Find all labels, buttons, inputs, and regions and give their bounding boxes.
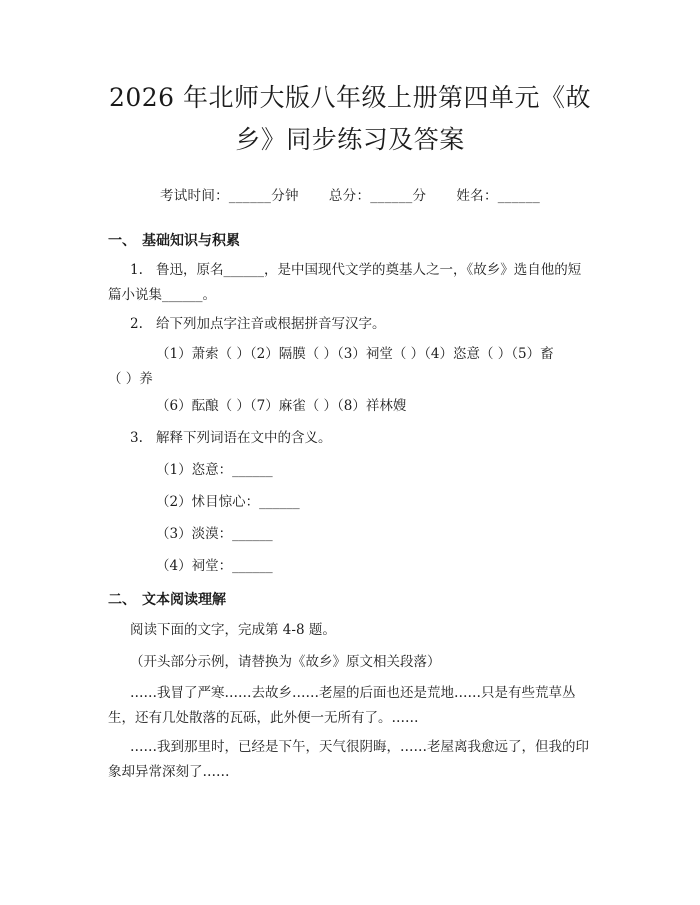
question-1-line-1: 鲁迅，原名______，是中国现代文学的奠基人之一，《故乡》选自他的短 [156, 262, 582, 278]
question-2-text: 给下列加点字注音或根据拼音写汉字。 [156, 316, 386, 332]
question-2-number: 2. [130, 316, 143, 332]
document-title [108, 0, 592, 161]
question-1 [108, 258, 592, 308]
passage-2-line-1: ……我到那里时，已经是下午，天气很阴晦，……老屋离我愈远了，但我的印 [130, 739, 589, 755]
question-3-item-2 [108, 490, 592, 515]
question-1-number: 1. [130, 262, 143, 278]
question-1-line-2: 篇小说集______。 [108, 287, 216, 303]
question-2 [108, 312, 592, 337]
total-score-field: 总分：______分 [328, 188, 427, 204]
question-3-number: 3. [130, 430, 143, 446]
section-2-heading-wrap [108, 589, 592, 609]
question-3-item-3 [108, 522, 592, 547]
question-2-items-line-1: （1）萧索（ ）（2）隔膜（ ）（3）祠堂（ ）（4）恣意（ ）（5）畜 [156, 346, 554, 362]
section-2-number: 二、 [108, 592, 136, 608]
reading-intro-text: 阅读下面的文字，完成第 4-8 题。 [130, 622, 336, 638]
section-1-heading-wrap [108, 230, 592, 250]
section-2-heading [108, 589, 592, 609]
passage-paragraph-1 [108, 681, 592, 731]
section-1-title: 基础知识与积累 [142, 233, 240, 249]
question-3-text: 解释下列词语在文中的含义。 [156, 430, 332, 446]
section-2-title: 文本阅读理解 [142, 592, 226, 608]
name-field: 姓名：______ [456, 188, 541, 204]
question-2-items [108, 342, 592, 392]
reading-note-text: （开头部分示例，请替换为《故乡》原文相关段落） [130, 654, 441, 670]
reading-note [108, 650, 592, 675]
exam-info-row [108, 184, 592, 204]
passage-paragraph-2 [108, 735, 592, 785]
question-3 [108, 426, 592, 451]
title-line-1: 2026 年北师大版八年级上册第四单元《故 [108, 83, 592, 112]
question-3-item-1-text: （1）恣意：______ [156, 462, 273, 478]
passage-1-line-1: ……我冒了严寒……去故乡……老屋的后面也还是荒地……只是有些荒草丛 [130, 685, 576, 701]
question-3-item-2-text: （2）怵目惊心：______ [156, 494, 300, 510]
title-line-2: 乡》同步练习及答案 [235, 125, 465, 154]
question-2-items-more [108, 394, 592, 419]
reading-intro [108, 618, 592, 643]
exam-time-field: 考试时间：______分钟 [159, 188, 299, 204]
section-1-heading [108, 230, 592, 250]
passage-2-line-2: 象却异常深刻了…… [108, 764, 230, 780]
question-3-item-4-text: （4）祠堂：______ [156, 558, 273, 574]
question-2-items-line-2: （ ）养 [108, 371, 153, 387]
question-3-item-3-text: （3）淡漠：______ [156, 526, 273, 542]
section-1-number: 一、 [108, 233, 136, 249]
question-2-items-line-3: （6）酝酿（ ）（7）麻雀（ ）（8）祥林嫂 [156, 398, 407, 414]
passage-1-line-2: 生，还有几处散落的瓦砾，此外便一无所有了。…… [108, 710, 419, 726]
question-3-item-4 [108, 554, 592, 579]
question-3-item-1 [108, 458, 592, 483]
